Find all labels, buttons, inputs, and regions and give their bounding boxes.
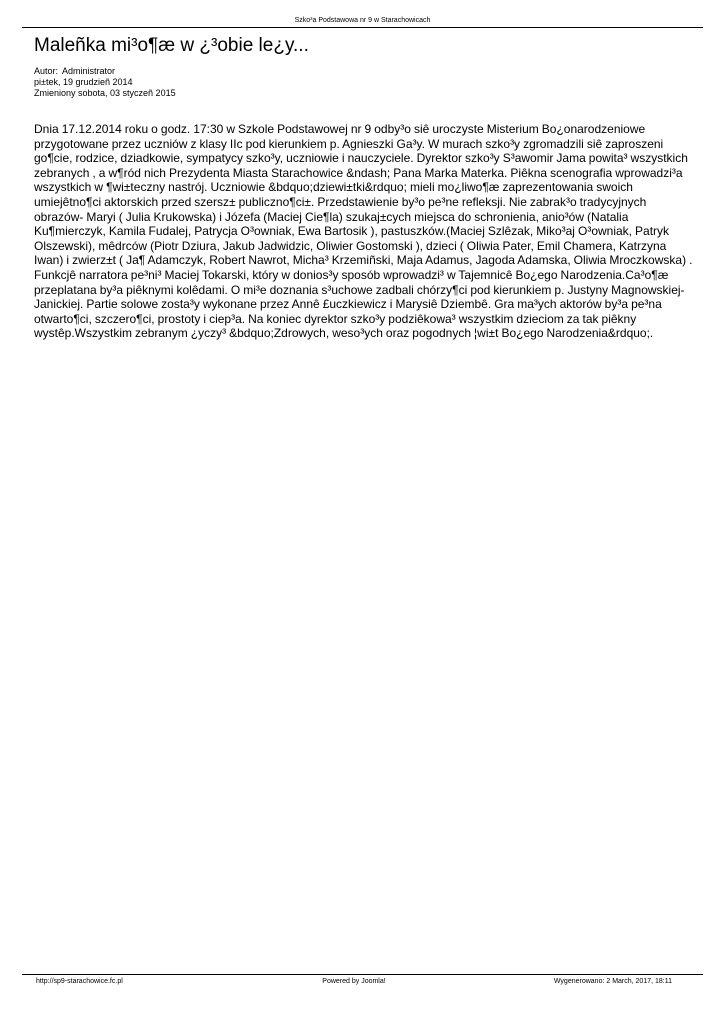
footer-site-url[interactable]: http://sp9-starachowice.fc.pl [36,978,123,985]
article-meta [34,66,176,99]
footer-divider [22,974,703,975]
created-date: pi±tek, 19 grudzieñ 2014 [34,77,133,87]
author-label: Autor: [34,66,59,76]
author-line [34,66,176,77]
author-name: Administrator [62,66,116,76]
header-divider [22,27,703,28]
article-title: Maleñka mi³o¶æ w ¿³obie le¿y... [34,35,309,56]
footer-powered-by: Powered by Joomla! [322,978,386,985]
site-header: Szko³a Podstawowa nr 9 w Starachowicach [294,17,431,24]
page-footer [36,977,672,986]
footer-generated-date: Wygenerowano: 2 March, 2017, 18:11 [553,978,672,985]
article-body: Dnia 17.12.2014 roku o godz. 17:30 w Szkole Podstawowej nr 9 odby³o siê uroczyste Misterium Bo¿onarodzeniowe przygotowane przez uczniów z klasy IIc pod kierunkiem p. Agnieszki Ga³y. W murach szko³y zgromadzili siê zaproszeni go¶cie, rodzice, dziadkowie, sympatycy szko³y, uczniowie i nauczyciele. Dyrektor szko³y S³awomir Jama powita³ wszystkich zebranych , a w¶ród nich Prezydenta Miasta Starachowice &ndash; Pana Marka Materka. Piêkna scenografia wprowadzi³a wszystkich w ¶wi±teczny nastrój. Uczniowie &bdquo;dziewi±tki&rdquo; mieli mo¿liwo¶æ zaprezentowania swoich umiejêtno¶ci aktorskich przed szersz± publiczno¶ci±. Przedstawienie by³o pe³ne refleksji. Nie zabrak³o tradycyjnych obrazów- Maryi ( Julia Krukowska) i Józefa (Maciej Cie¶la) szukaj±cych miejsca do schronienia, anio³ów (Natalia Ku¶mierczyk, Kamila Fudalej, Patrycja O³owniak, Ewa Bartosik ), pastuszków.(Maciej Szlêzak, Miko³aj O³owniak, Patryk Olszewski), mêdrców (Piotr Dziura, Jakub Jadwidzic, Oliwier Gostomski ), dzieci ( Oliwia Pater, Emil Chamera, Katrzyna Iwan) i zwierz±t ( Ja¶ Adamczyk, Robert Nawrot, Micha³ Krzemiñski, Maja Adamus, Jagoda Adamska, Oliwia Mroczkowska) . Funkcjê narratora pe³ni³ Maciej Tokarski, który w donios³y sposób wprowadzi³ w Tajemnicê Bo¿ego Narodzenia.Ca³o¶æ przeplatana by³a piêknymi kolêdami. O mi³e doznania s³uchowe zadbali chórzy¶ci pod kierunkiem p. Justyny Magnowskiej-Janickiej. Partie solowe zosta³y wykonane przez Annê £uczkiewicz i Marysiê Dziembê. Gra ma³ych aktorów by³a pe³na otwarto¶ci, szczero¶ci, prostoty i ciep³a. Na koniec dyrektor szko³y podziêkowa³ wszystkim dzieciom za tak piêkny wystêp.Wszystkim zebranym ¿yczy³ &bdquo;Zdrowych, weso³ych oraz pogodnych ¦wi±t Bo¿ego Narodzenia&rdquo;. [34,122,693,341]
modified-date: Zmieniony sobota, 03 styczeñ 2015 [34,88,176,98]
